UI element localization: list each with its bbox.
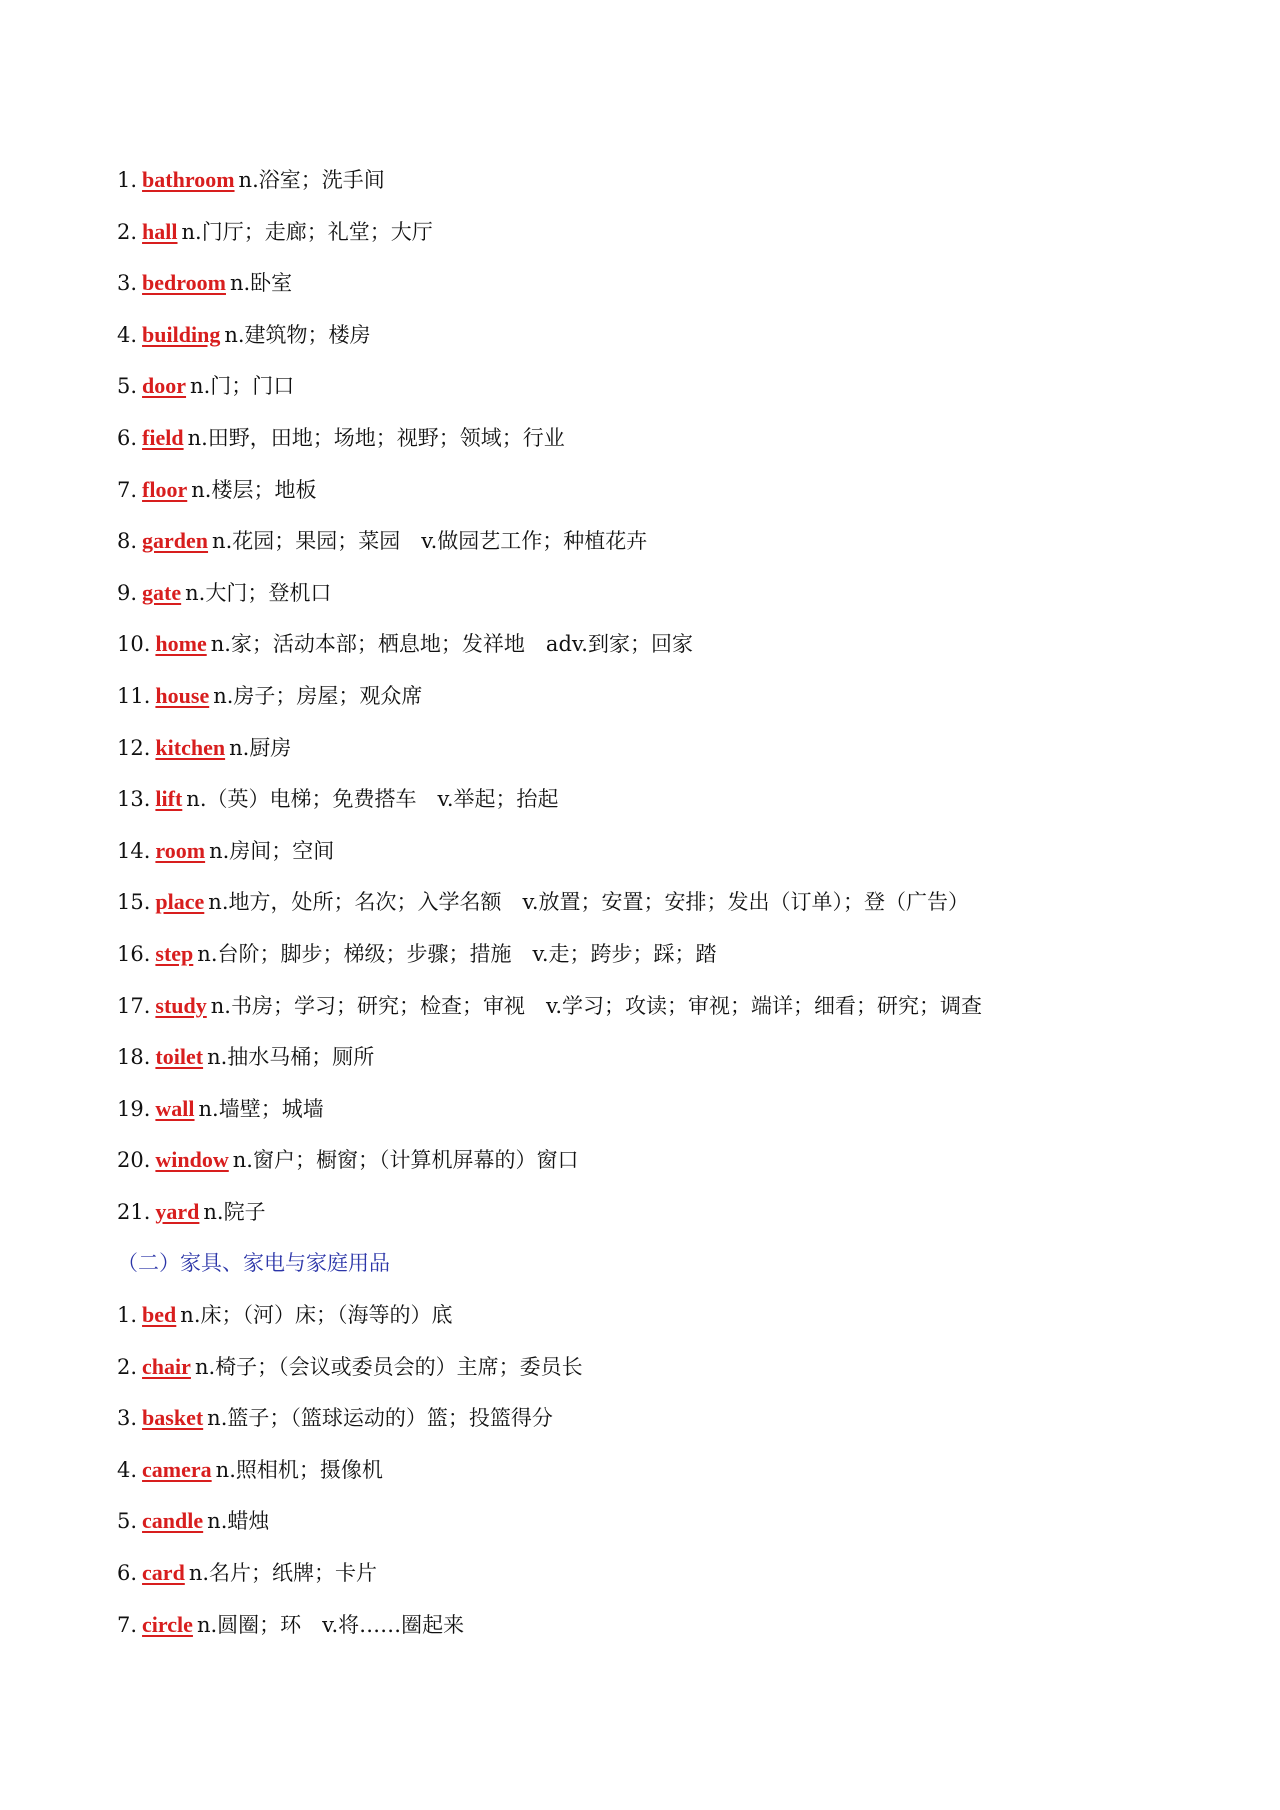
entry-definition: n.房子；房屋；观众席 <box>213 683 423 708</box>
vocabulary-entry <box>117 934 1217 986</box>
entry-definition: n.厨房 <box>229 735 292 760</box>
vocabulary-entry <box>117 1140 1217 1192</box>
vocabulary-list-rooms <box>117 160 1217 1243</box>
entry-definition: n.田野，田地；场地；视野；领域；行业 <box>187 425 565 450</box>
vocabulary-entry <box>117 779 1217 831</box>
entry-number: 5. <box>117 374 138 399</box>
entry-number: 15. <box>117 890 151 915</box>
entry-definition: n.蜡烛 <box>207 1509 270 1534</box>
vocabulary-entry <box>117 831 1217 883</box>
entry-number: 16. <box>117 941 151 966</box>
entry-word: home <box>155 631 207 657</box>
entry-number: 12. <box>117 735 151 760</box>
entry-word: gate <box>142 579 182 605</box>
vocabulary-entry <box>117 470 1217 522</box>
entry-word: bathroom <box>142 167 235 192</box>
entry-number: 2. <box>117 219 138 244</box>
entry-definition: n.浴室；洗手间 <box>238 168 385 192</box>
entry-word: candle <box>142 1508 204 1534</box>
vocabulary-list-furniture <box>117 1295 1217 1656</box>
vocabulary-entry <box>117 366 1217 418</box>
entry-definition: n.书房；学习；研究；检查；审视 v.学习；攻读；审视；端详；细看；研究；调查 <box>210 993 983 1018</box>
entry-definition: n.门厅；走廊；礼堂；大厅 <box>181 219 433 244</box>
entry-number: 14. <box>117 838 151 863</box>
vocabulary-entry <box>117 1347 1217 1399</box>
entry-word: step <box>155 940 194 966</box>
entry-definition: n.台阶；脚步；梯级；步骤；措施 v.走；跨步；踩；踏 <box>197 941 717 966</box>
entry-word: basket <box>142 1405 204 1431</box>
vocabulary-entry <box>117 1192 1217 1244</box>
entry-definition: n.圆圈；环 v.将……圈起来 <box>196 1612 465 1637</box>
entry-definition: n.建筑物；楼房 <box>224 322 371 347</box>
entry-number: 10. <box>117 632 151 657</box>
entry-word: hall <box>142 218 178 244</box>
entry-definition: n.（英）电梯；免费搭车 v.举起；抬起 <box>186 787 559 812</box>
entry-definition: n.椅子；（会议或委员会的）主席；委员长 <box>194 1354 583 1379</box>
entry-definition: n.楼层；地板 <box>191 477 317 502</box>
entry-word: kitchen <box>155 734 226 760</box>
entry-number: 7. <box>117 1612 138 1637</box>
entry-word: bedroom <box>142 270 226 296</box>
entry-number: 6. <box>117 1561 138 1586</box>
entry-definition: n.名片；纸牌；卡片 <box>188 1561 378 1586</box>
entry-number: 1. <box>117 1303 138 1328</box>
vocabulary-entry <box>117 624 1217 676</box>
entry-definition: n.卧室 <box>229 271 293 296</box>
vocabulary-entry <box>117 573 1217 625</box>
entry-number: 5. <box>117 1509 138 1534</box>
entry-word: room <box>155 837 206 863</box>
entry-number: 8. <box>117 529 138 554</box>
entry-word: toilet <box>155 1044 204 1070</box>
entry-word: place <box>155 889 205 915</box>
entry-word: field <box>142 424 184 450</box>
entry-definition: n.抽水马桶；厕所 <box>207 1045 375 1070</box>
entry-definition: n.地方，处所；名次；入学名额 v.放置；安置；安排；发出（订单）；登（广告） <box>208 890 970 915</box>
vocabulary-entry <box>117 212 1217 264</box>
entry-word: door <box>142 373 187 399</box>
vocabulary-entry <box>117 1398 1217 1450</box>
vocabulary-entry <box>117 986 1217 1038</box>
section-heading: （二）家具、家电与家庭用品 <box>117 1251 390 1276</box>
entry-word: study <box>155 992 207 1018</box>
vocabulary-entry <box>117 1450 1217 1502</box>
entry-number: 3. <box>117 1406 138 1431</box>
entry-definition: n.窗户；橱窗；（计算机屏幕的）窗口 <box>232 1148 579 1173</box>
entry-word: floor <box>142 476 188 502</box>
vocabulary-entry <box>117 1553 1217 1605</box>
vocabulary-entry <box>117 676 1217 728</box>
vocabulary-entry <box>117 315 1217 367</box>
entry-number: 9. <box>117 580 138 605</box>
entry-word: card <box>142 1560 185 1586</box>
entry-word: house <box>155 682 210 708</box>
entry-number: 19. <box>117 1096 151 1121</box>
entry-word: yard <box>155 1198 200 1224</box>
vocabulary-entry <box>117 263 1217 315</box>
vocabulary-entry <box>117 882 1217 934</box>
entry-word: window <box>155 1147 229 1173</box>
vocabulary-entry <box>117 1605 1217 1657</box>
entry-number: 3. <box>117 271 138 296</box>
entry-definition: n.篮子；（篮球运动的）篮；投篮得分 <box>207 1406 553 1431</box>
entry-definition: n.院子 <box>203 1199 266 1224</box>
entry-definition: n.家；活动本部；栖息地；发祥地 adv.到家；回家 <box>210 632 693 657</box>
entry-word: building <box>142 321 221 347</box>
entry-definition: n.床；（河）床；（海等的）底 <box>180 1303 453 1328</box>
vocabulary-entry <box>117 160 1217 212</box>
vocabulary-entry <box>117 521 1217 573</box>
entry-number: 18. <box>117 1045 151 1070</box>
vocabulary-entry <box>117 418 1217 470</box>
entry-number: 4. <box>117 1457 138 1482</box>
entry-word: wall <box>155 1095 195 1121</box>
entry-word: circle <box>142 1611 193 1637</box>
entry-number: 6. <box>117 425 138 450</box>
entry-number: 7. <box>117 477 138 502</box>
vocabulary-entry <box>117 1295 1217 1347</box>
entry-number: 11. <box>117 683 151 708</box>
entry-word: lift <box>155 786 183 812</box>
entry-word: camera <box>142 1456 212 1482</box>
vocabulary-entry <box>117 1037 1217 1089</box>
vocabulary-entry <box>117 1089 1217 1141</box>
entry-number: 4. <box>117 322 138 347</box>
entry-definition: n.房间；空间 <box>209 838 335 863</box>
entry-word: bed <box>142 1302 177 1328</box>
entry-definition: n.照相机；摄像机 <box>215 1457 383 1482</box>
entry-definition: n.门；门口 <box>190 374 295 399</box>
entry-definition: n.大门；登机口 <box>185 580 332 605</box>
entry-number: 2. <box>117 1354 138 1379</box>
vocabulary-entry <box>117 728 1217 780</box>
vocabulary-entry <box>117 1501 1217 1553</box>
entry-number: 20. <box>117 1148 151 1173</box>
entry-definition: n.墙壁；城墙 <box>198 1096 324 1121</box>
entry-number: 13. <box>117 787 151 812</box>
entry-word: garden <box>142 528 209 554</box>
entry-number: 17. <box>117 993 151 1018</box>
entry-number: 1. <box>117 168 138 192</box>
entry-number: 21. <box>117 1199 151 1224</box>
vocabulary-page <box>117 160 1217 1656</box>
entry-definition: n.花园；果园；菜园 v.做园艺工作；种植花卉 <box>212 529 648 554</box>
entry-word: chair <box>142 1353 191 1379</box>
